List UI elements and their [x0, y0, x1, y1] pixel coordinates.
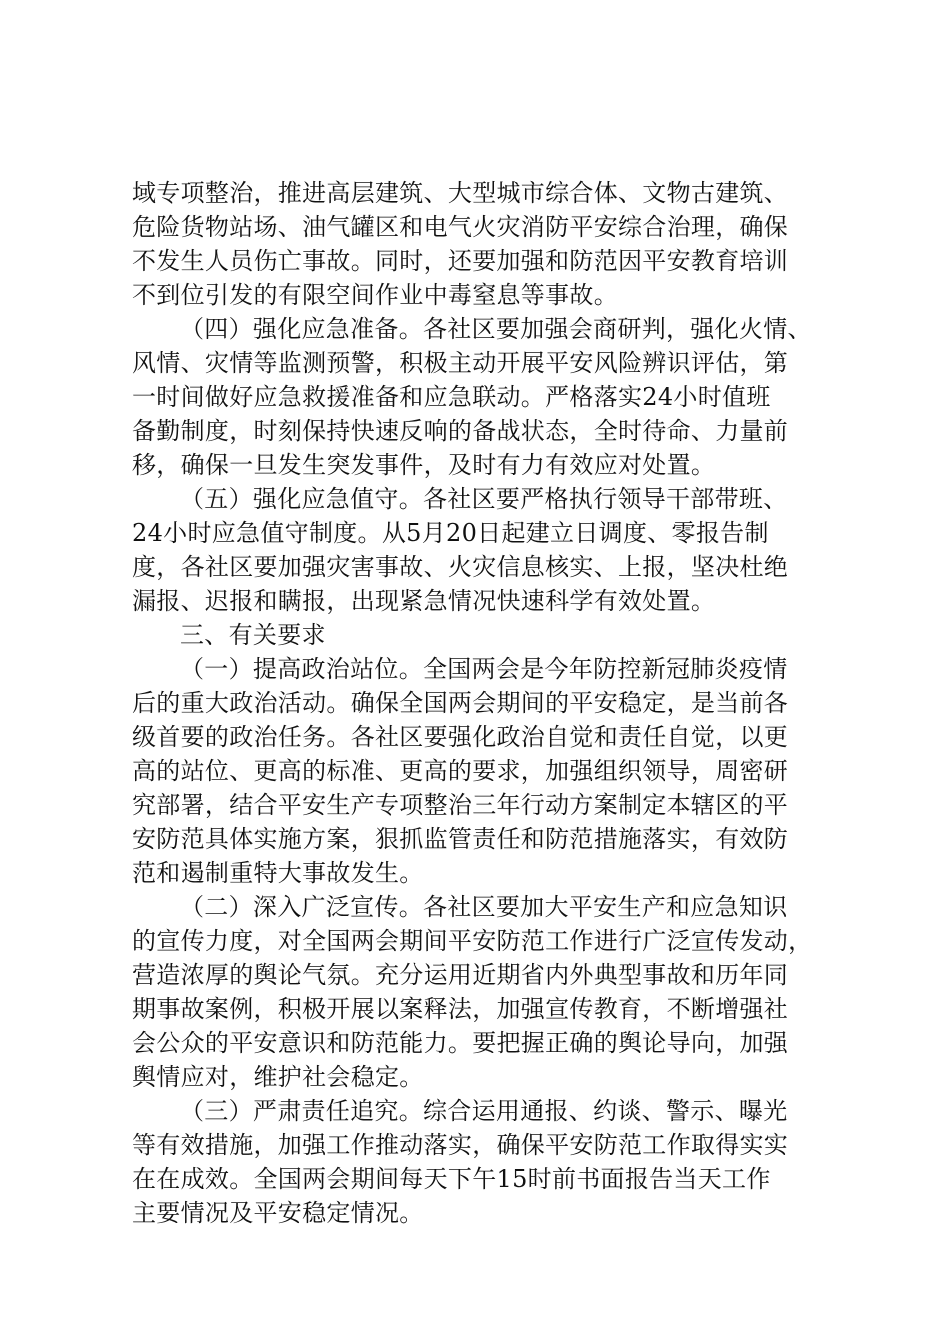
text-line: 不到位引发的有限空间作业中毒窒息等事故。	[132, 281, 618, 309]
text-line: 安防范具体实施方案，狠抓监管责任和防范措施落实，有效防	[132, 825, 789, 853]
text-line: 一时间做好应急救援准备和应急联动。严格落实24小时值班	[132, 383, 771, 411]
text-line: 等有效措施，加强工作推动落实，确保平安防范工作取得实实	[132, 1131, 789, 1159]
text-line: 的宣传力度，对全国两会期间平安防范工作进行广泛宣传发动，	[132, 927, 813, 955]
text-line: 24小时应急值守制度。从5月20日起建立日调度、零报告制	[132, 519, 769, 547]
text-line: 范和遏制重特大事故发生。	[132, 859, 424, 887]
text-line: 备勤制度，时刻保持快速反响的备战状态，全时待命、力量前	[132, 417, 789, 445]
text-line: （五）强化应急值守。各社区要严格执行领导干部带班、	[180, 485, 788, 513]
text-line: 究部署，结合平安生产专项整治三年行动方案制定本辖区的平	[132, 791, 789, 819]
text-line: 高的站位、更高的标准、更高的要求，加强组织领导，周密研	[132, 757, 789, 785]
text-line: 域专项整治，推进高层建筑、大型城市综合体、文物古建筑、	[132, 179, 789, 207]
text-line: 不发生人员伤亡事故。同时，还要加强和防范因平安教育培训	[132, 247, 789, 275]
text-line: （二）深入广泛宣传。各社区要加大平安生产和应急知识	[180, 893, 788, 921]
text-line: 在在成效。全国两会期间每天下午15时前书面报告当天工作	[132, 1165, 771, 1193]
text-line: 级首要的政治任务。各社区要强化政治自觉和责任自觉，以更	[132, 723, 789, 751]
text-line: 危险货物站场、油气罐区和电气火灾消防平安综合治理，确保	[132, 213, 789, 241]
document-body	[132, 176, 852, 1230]
text-line: 期事故案例，积极开展以案释法，加强宣传教育，不断增强社	[132, 995, 789, 1023]
text-line: （一）提高政治站位。全国两会是今年防控新冠肺炎疫情	[180, 655, 788, 683]
text-line: 后的重大政治活动。确保全国两会期间的平安稳定，是当前各	[132, 689, 789, 717]
text-line: 会公众的平安意识和防范能力。要把握正确的舆论导向，加强	[132, 1029, 789, 1057]
text-line: 营造浓厚的舆论气氛。充分运用近期省内外典型事故和历年同	[132, 961, 789, 989]
text-line: 舆情应对，维护社会稳定。	[132, 1063, 424, 1091]
text-line: 主要情况及平安稳定情况。	[132, 1199, 424, 1227]
text-line: 三、有关要求	[180, 621, 326, 649]
text-line: 风情、灾情等监测预警，积极主动开展平安风险辨识评估，第	[132, 349, 789, 377]
text-line: 度，各社区要加强灾害事故、火灾信息核实、上报，坚决杜绝	[132, 553, 789, 581]
text-line: （四）强化应急准备。各社区要加强会商研判，强化火情、	[180, 315, 812, 343]
text-line: 移，确保一旦发生突发事件，及时有力有效应对处置。	[132, 451, 716, 479]
text-line: （三）严肃责任追究。综合运用通报、约谈、警示、曝光	[180, 1097, 788, 1125]
text-line: 漏报、迟报和瞒报，出现紧急情况快速科学有效处置。	[132, 587, 716, 615]
